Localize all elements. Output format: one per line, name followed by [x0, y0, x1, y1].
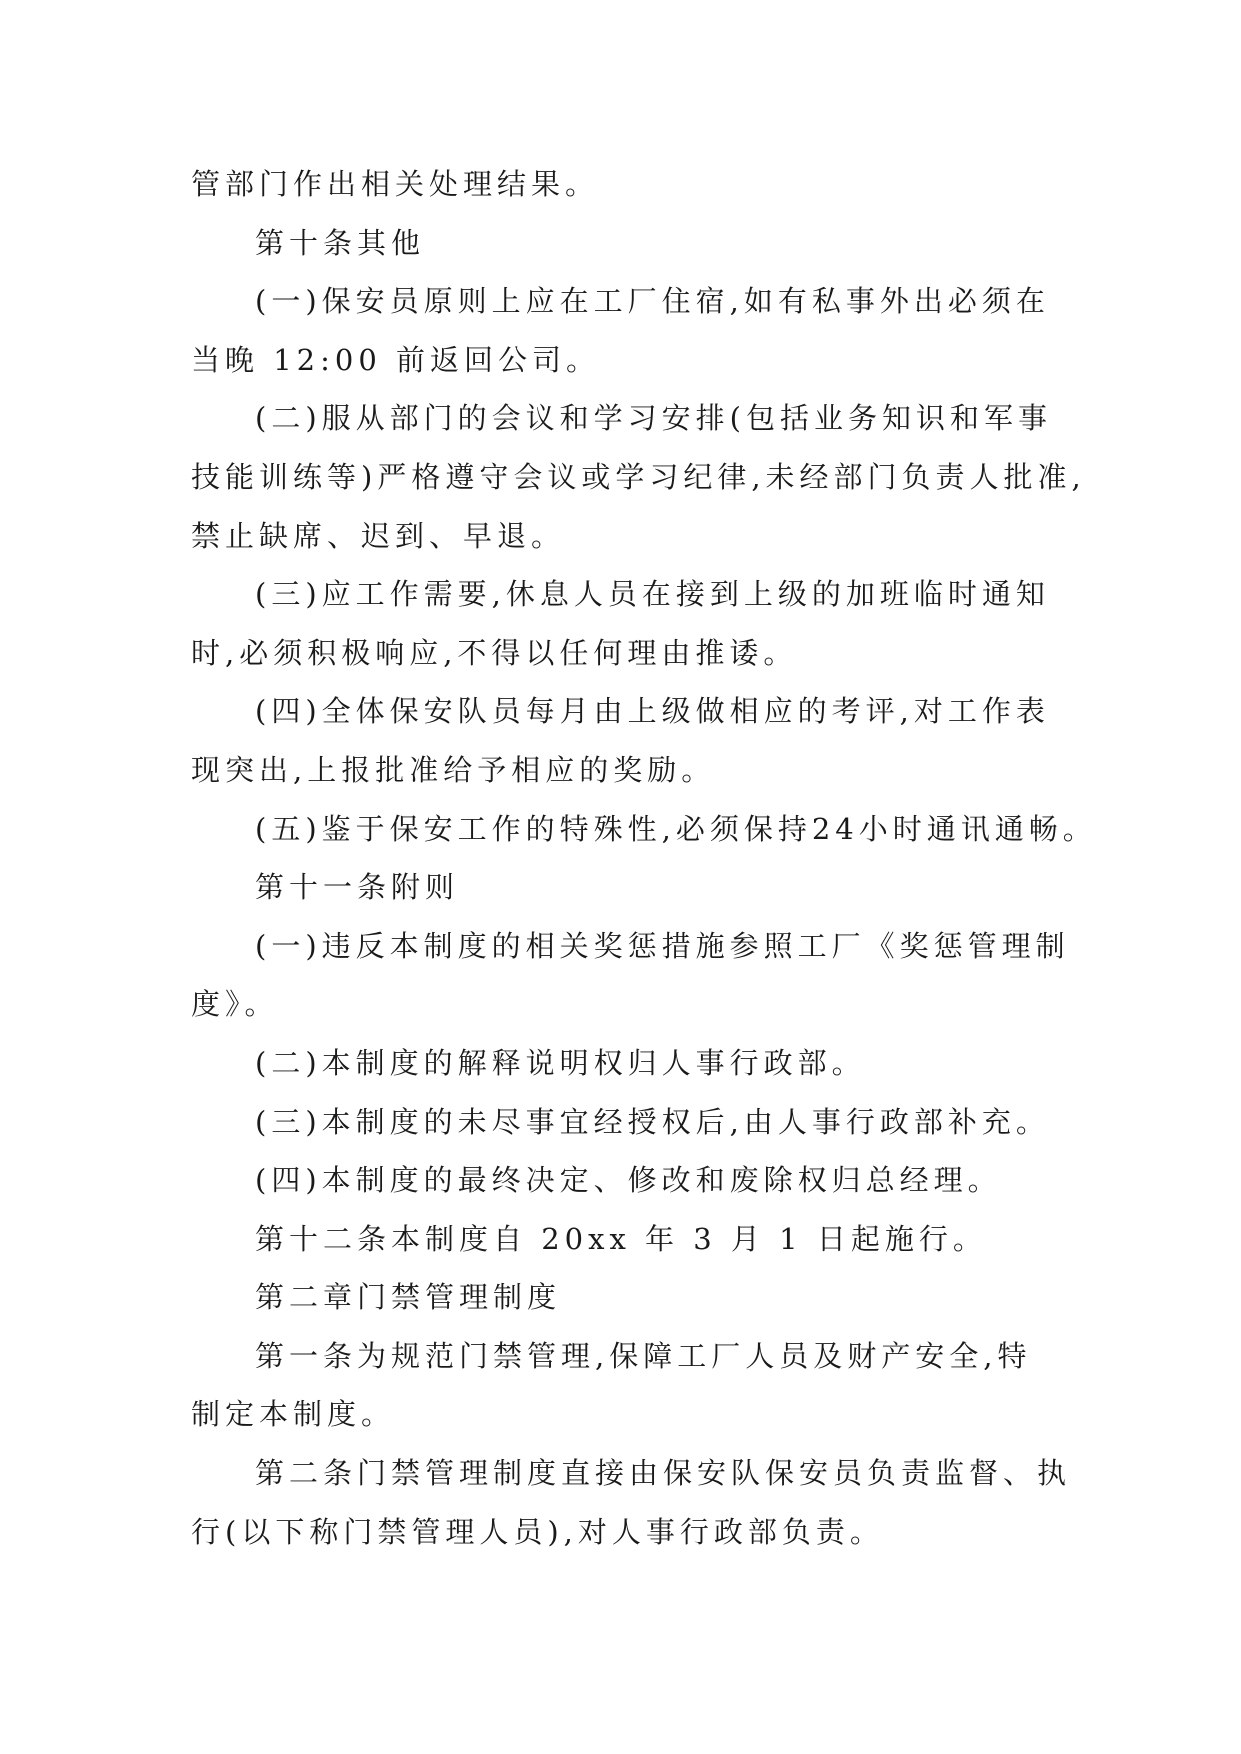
text-line: (一)保安员原则上应在工厂住宿,如有私事外出必须在	[255, 284, 1050, 319]
text-line: 行(以下称门禁管理人员),对人事行政部负责。	[191, 1514, 884, 1549]
text-line: (三)本制度的未尽事宜经授权后,由人事行政部补充。	[255, 1104, 1050, 1139]
text-line: 度》。	[191, 987, 279, 1022]
text-line: 第二条门禁管理制度直接由保安队保安员负责监督、执	[255, 1456, 1072, 1491]
text-line: 当晚 12:00 前返回公司。	[191, 342, 601, 377]
document-body	[191, 155, 1097, 1561]
article-heading: 第十条其他	[255, 225, 426, 260]
text-line: (四)全体保安队员每月由上级做相应的考评,对工作表	[255, 694, 1050, 729]
text-line: (一)违反本制度的相关奖惩措施参照工厂《奖惩管理制	[255, 928, 1070, 963]
text-line: (三)应工作需要,休息人员在接到上级的加班临时通知	[255, 577, 1050, 612]
text-line: (二)本制度的解释说明权归人事行政部。	[255, 1045, 866, 1080]
text-line: 第一条为规范门禁管理,保障工厂人员及财产安全,特	[255, 1338, 1032, 1373]
text-line: 时,必须积极响应,不得以任何理由推诿。	[191, 635, 798, 670]
text-line: 制定本制度。	[191, 1397, 396, 1432]
article-heading: 第十二条本制度自 20xx 年 3 月 1 日起施行。	[255, 1221, 987, 1256]
text-line: 禁止缺席、迟到、早退。	[191, 518, 566, 553]
text-line: (四)本制度的最终决定、修改和废除权归总经理。	[255, 1163, 1002, 1198]
text-line: 现突出,上报批准给予相应的奖励。	[191, 752, 716, 787]
text-line: 管部门作出相关处理结果。	[191, 167, 600, 201]
article-heading: 第十一条附则	[255, 870, 460, 905]
chapter-heading: 第二章门禁管理制度	[255, 1280, 562, 1315]
text-line: (五)鉴于保安工作的特殊性,必须保持24小时通讯通畅。	[255, 811, 1097, 846]
text-line: 技能训练等)严格遵守会议或学习纪律,未经部门负责人批准,	[191, 459, 1086, 494]
text-line: (二)服从部门的会议和学习安排(包括业务知识和军事	[255, 401, 1052, 436]
